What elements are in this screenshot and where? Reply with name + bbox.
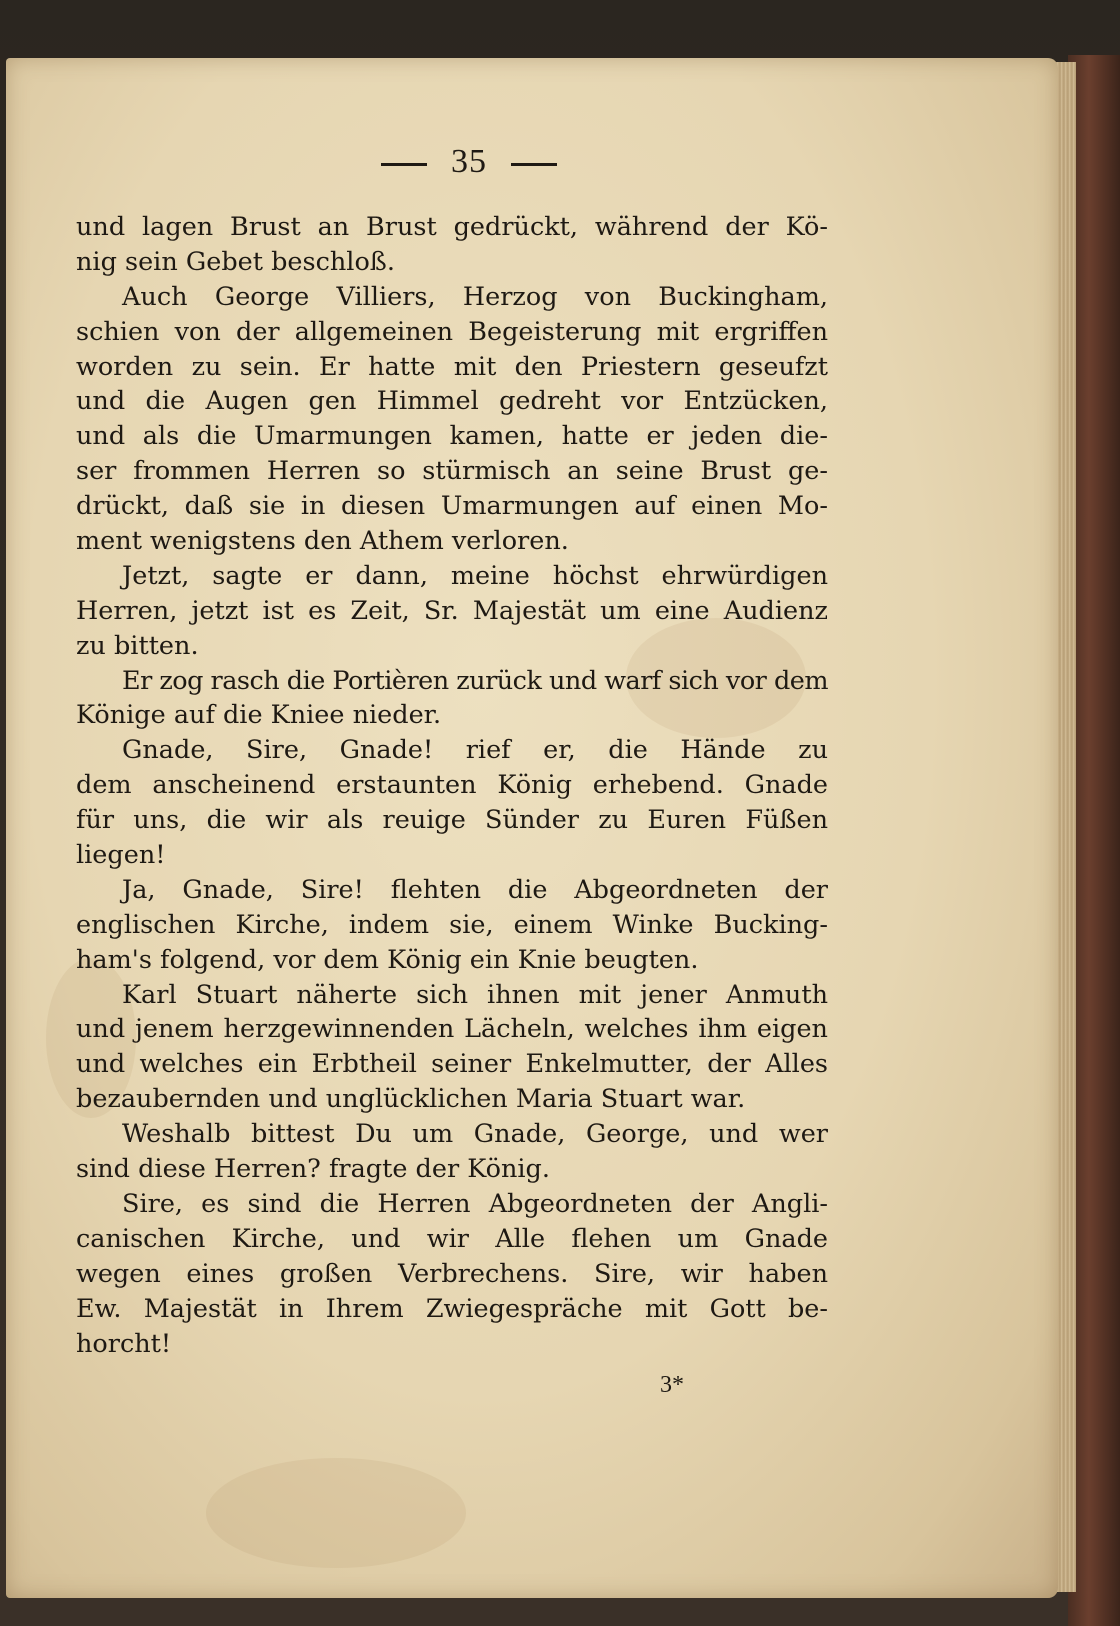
text-line: Er zog rasch die Portièren zurück und warf sich vor dem bbox=[122, 665, 828, 696]
dash-right bbox=[511, 163, 557, 166]
text-line: und jenem herzgewinnenden Lächeln, welches ihm eigen bbox=[76, 1014, 828, 1045]
paper-stain bbox=[206, 1458, 466, 1568]
text-line: ham's folgend, vor dem König ein Knie beugten. bbox=[76, 944, 699, 975]
text-line: und lagen Brust an Brust gedrückt, während der Kö- bbox=[76, 212, 828, 242]
text-line: canischen Kirche, und wir Alle flehen um Gnade bbox=[76, 1223, 828, 1254]
text-line: schien von der allgemeinen Begeisterung mit ergriffen bbox=[76, 316, 828, 347]
page-number-value: 35 bbox=[451, 143, 487, 180]
text-line: und welches ein Erbtheil seiner Enkelmutter, der Alles bbox=[76, 1049, 828, 1080]
text-line: ment wenigstens den Athem verloren. bbox=[76, 526, 569, 557]
text-line: für uns, die wir als reuige Sünder zu Euren Füßen bbox=[76, 805, 828, 836]
text-line: bezaubernden und unglücklichen Maria Stuart war. bbox=[76, 1084, 746, 1115]
text-line: Herren, jetzt ist es Zeit, Sr. Majestät um eine Audienz bbox=[76, 595, 828, 626]
text-line: und die Augen gen Himmel gedreht vor Entzücken, bbox=[76, 386, 828, 417]
text-line: Sire, es sind die Herren Abgeordneten der Angli- bbox=[122, 1188, 828, 1219]
text-line: sind diese Herren? fragte der König. bbox=[76, 1154, 550, 1185]
text-line: drückt, daß sie in diesen Umarmungen auf einen Mo- bbox=[76, 491, 828, 522]
text-line: Ja, Gnade, Sire! flehten die Abgeordneten der bbox=[122, 874, 828, 905]
text-line: worden zu sein. Er hatte mit den Priestern geseufzt bbox=[76, 351, 828, 382]
body-text bbox=[76, 210, 828, 1361]
text-line: Weshalb bittest Du um Gnade, George, und wer bbox=[122, 1119, 828, 1150]
text-line: Jetzt, sagte er dann, meine höchst ehrwürdigen bbox=[122, 560, 828, 591]
printer-signature: 3* bbox=[660, 1372, 684, 1398]
text-line: Könige auf die Kniee nieder. bbox=[76, 700, 442, 731]
page-number bbox=[0, 143, 938, 181]
text-line: wegen eines großen Verbrechens. Sire, wir haben bbox=[76, 1258, 828, 1289]
text-line: Gnade, Sire, Gnade! rief er, die Hände zu bbox=[122, 735, 828, 766]
text-line: zu bitten. bbox=[76, 630, 199, 661]
text-line: Karl Stuart näherte sich ihnen mit jener Anmuth bbox=[122, 979, 828, 1010]
text-line: dem anscheinend erstaunten König erhebend. Gnade bbox=[76, 770, 828, 801]
text-line: und als die Umarmungen kamen, hatte er jeden die- bbox=[76, 421, 828, 452]
text-line: ser frommen Herren so stürmisch an seine Brust ge- bbox=[76, 456, 828, 487]
text-line: horcht! bbox=[76, 1328, 172, 1359]
text-line: liegen! bbox=[76, 840, 166, 871]
text-line: nig sein Gebet beschloß. bbox=[76, 246, 395, 277]
text-line: englischen Kirche, indem sie, einem Winke Bucking- bbox=[76, 909, 828, 940]
dash-left bbox=[381, 163, 427, 166]
text-line: Ew. Majestät in Ihrem Zwiegespräche mit Gott be- bbox=[76, 1293, 828, 1324]
text-line: Auch George Villiers, Herzog von Buckingham, bbox=[122, 281, 828, 312]
